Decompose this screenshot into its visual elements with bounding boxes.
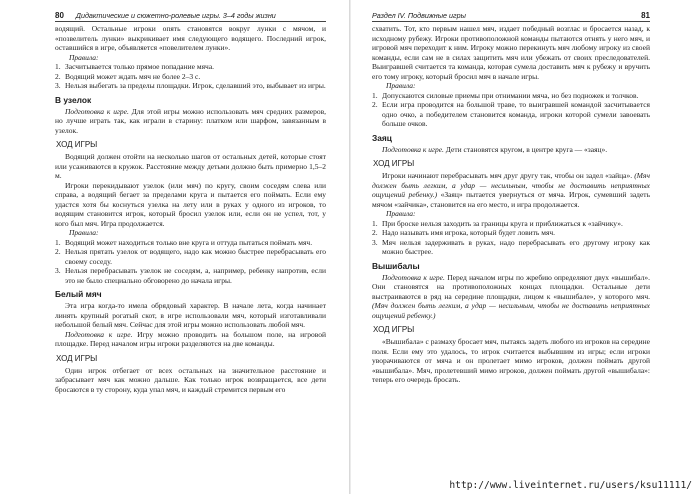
rule-item: 1. Водящий может находиться только вне круга и оттуда пытаться поймать мяч.	[55, 237, 313, 247]
game-progress-heading: ХОД ИГРЫ	[373, 325, 415, 334]
paragraph: схватить. Тот, кто первым нашел мяч, издает победный возглас и бросается назад, к исходному рубежу. Игроки противоположной команды пытаются отнять у него мяч, и игровой мяч переходит к ним. Игроку можно перекинуть мяч любому игроку из своей команды, если сам не в силах защитить мяч или убежать от своих преследователей. Выигравшей считается та команда, которая сумела доставить мяч к рубежу и вручить его тому игроку, который бросил мяч в начале игры.	[372, 24, 650, 81]
rules-list	[372, 91, 650, 129]
paragraph: Эта игра когда-то имела обрядовый характер. В начале лета, когда начинает линять крупный рогатый скот, в игре использовали мяч, который изготавливали небольшой белый мяч. Сейчас для этой игры можно использовать любой мяч.	[55, 301, 326, 329]
rule-item: 1. При броске нельзя заходить за границы круга и приближаться к «зайчику».	[372, 218, 623, 228]
paragraph: Подготовка к игре. Дети становятся кругом, в центре круга — «заяц».	[382, 144, 608, 154]
left-running-title: Дидактические и сюжетно-ролевые игры. 3–4 годы жизни	[75, 11, 276, 20]
game-progress-heading: ХОД ИГРЫ	[56, 353, 98, 363]
paragraph: «Вышибала» с размаху бросает мяч, пытаясь задеть любого из игроков на середине поля. Если ему это удалось, то игрок считается выбывшим из игры; если игроки уворачиваются от мяча и он пролетает мимо игроков, должен поймать другой «вышибала». Мяч, пролетевший мимо игроков, должен поймать другой «вышибала»: теперь его очередь бросать.	[372, 337, 650, 384]
section-title-uzelok: В узелок	[55, 94, 92, 105]
source-url-watermark: http://www.liveinternet.ru/users/ksu11111/	[449, 480, 692, 491]
rules-list	[55, 62, 326, 91]
paragraph: водящий. Остальные игроки опять становятся вокруг лунки с мячом, и «позвелитель лунки» выкрикивает имя следующего водящего. Последний игрок, оставшийся в игре, объявляется «повелителем лунки».	[55, 24, 326, 52]
paragraph: Подготовка к игре. Для этой игры можно использовать мяч средних размеров, но лучше играть так, как играли в старину: платком или шарфом, завязанным в узелок.	[55, 106, 327, 135]
rule-item: 2. Если игра проводится на большой траве, то выигравшей командой засчитывается одно очко, а победителем становится команда, игроки которой сумели завоевать больше очков.	[372, 100, 650, 128]
game-progress-heading: ХОД ИГРЫ	[56, 140, 98, 149]
paragraph: Игроки начинают перебрасывать мяч друг другу так, чтобы он задел «зайца». (Мяч должен быть легким, а удар — несильным, чтобы не доставить неприятных ощущений ребенку.) «Заяц» пытается увернуться от мяча. Игрок, сумевший задеть мячом «зайчика», становится на его место, и игра продолжается.	[372, 171, 650, 209]
right-page-header	[372, 5, 650, 22]
right-page	[350, 0, 700, 494]
left-page-header	[55, 5, 326, 22]
paragraph: Подготовка к игре. Перед началом игры по жребию определяют двух «вышибал». Они становятся на противоположных концах площадки. Остальные дети выстраиваются в ряд на середине площадки, лицом к «вышибале», у которого мяч. (Мяч должен быть легким, а удар — несильным, чтобы не доставить неприятных ощущений ребенку.)	[372, 272, 651, 320]
paragraph: Один игрок отбегает от всех остальных на значительное расстояние и забрасывает мяч как можно дальше. Как только игрок возвращается, все дети бросаются в ту сторону, куда упал мяч, и каждый стремится первым его	[55, 365, 326, 394]
right-page-body	[372, 22, 650, 385]
section-title-zayats: Заяц	[372, 132, 392, 143]
section-title-vyshibaly: Вышибалы	[372, 260, 420, 271]
rules-label: Правила:	[386, 209, 416, 218]
paragraph: Игроки перекидывают узелок (или мяч) по кругу, своим соседям слева или справа, а водящий бегает за пределами круга и пытается его поймать. Если ему удастся хотя бы коснуться узелка на лету или в руках у одного из игроков, то водящим становится игрок, который бросил узелок или, если он не успел, тот, у кого был мяч. Игра продолжается.	[55, 180, 326, 228]
rule-item: 2. Нельзя прятать узелок от водящего, надо как можно быстрее перебрасывать его своему соседу.	[55, 247, 326, 266]
right-running-title: Раздел IV. Подвижные игры	[372, 11, 466, 20]
paragraph: Водящий должен отойти на несколько шагов от остальных детей, которые стоят или усаживаются в кружок. Расстояние между детьми должно быть примерно 1,5–2 м.	[55, 152, 326, 180]
rule-item: 3. Нельзя перебрасывать узелок не соседям, а, например, ребенку напротив, если это не было специально обговорено до начала игры.	[55, 266, 326, 285]
rules-list	[55, 238, 326, 286]
rule-item: 2. Надо называть имя игрока, который будет ловить мяч.	[372, 228, 556, 237]
left-page-number: 80	[55, 11, 64, 20]
rule-item: 1. Засчитывается только прямое попадание мяча.	[55, 62, 215, 71]
rules-label: Правила:	[69, 228, 99, 237]
right-page-number: 81	[641, 11, 650, 20]
rule-item: 2. Водящий может ждать мяч не более 2–3 с.	[55, 71, 201, 81]
game-progress-heading: ХОД ИГРЫ	[373, 159, 415, 168]
left-page-body	[55, 22, 326, 394]
rules-label: Правила:	[69, 52, 99, 62]
section-title-bely-myach: Белый мяч	[55, 289, 102, 299]
rules-label: Правила:	[386, 81, 416, 90]
rules-list	[372, 219, 650, 257]
rule-item: 3. Мяч нельзя задерживать в руках, надо перебрасывать его другому игроку как можно быстрее.	[372, 237, 650, 256]
paragraph: Подготовка к игре. Игру можно проводить на большом поле, на игровой площадке. Перед началом игры игроки разделяются на две команды.	[55, 329, 326, 348]
rule-item: 1. Допускаются силовые приемы при отнимании мяча, но без подножек и толчков.	[372, 90, 639, 100]
rule-item: 3. Нельзя выбегать за пределы площадки. Игрок, сделавший это, выбывает из игры.	[55, 81, 326, 90]
